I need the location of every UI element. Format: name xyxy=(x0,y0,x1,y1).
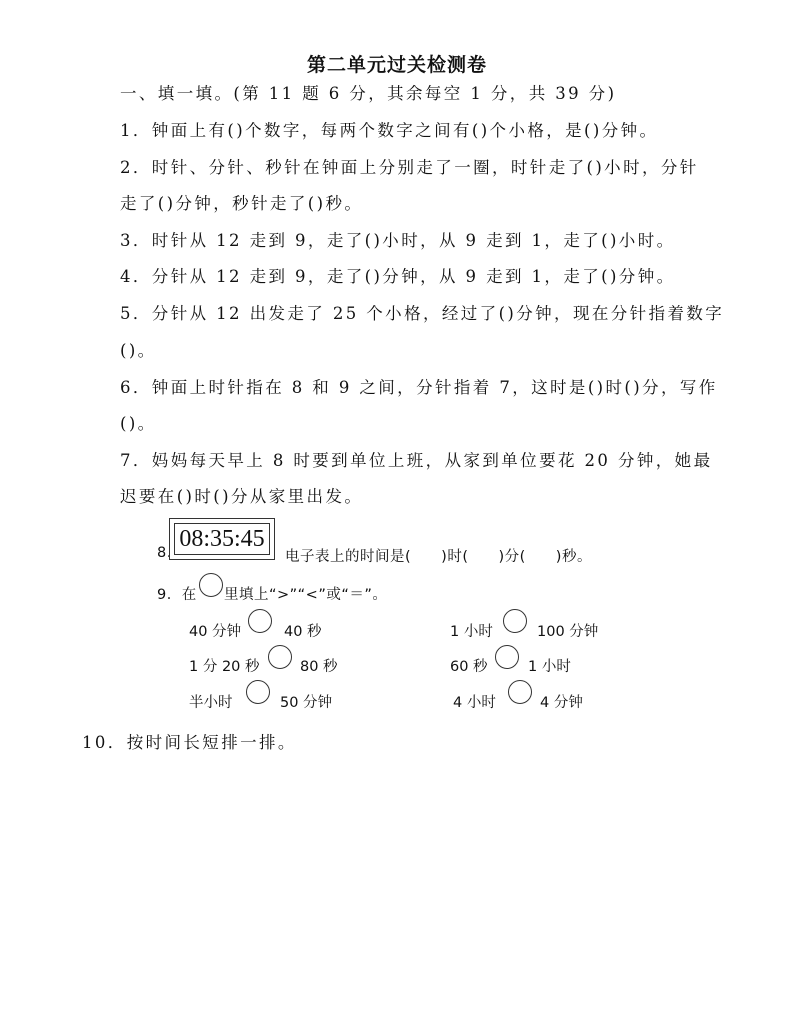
compare-left-a: 40 分钟 xyxy=(189,624,242,640)
compare-circle-icon[interactable] xyxy=(508,680,532,704)
digital-clock-display: 08:35:45 xyxy=(174,523,270,555)
question-1: 1．钟面上有()个数字，每两个数字之间有()个小格，是()分钟。 xyxy=(120,121,659,140)
page-title: 第二单元过关检测卷 xyxy=(306,54,487,76)
compare-circle-icon[interactable] xyxy=(495,645,519,669)
compare-left-a: 半小时 xyxy=(189,695,233,711)
compare-right-b: 1 小时 xyxy=(528,659,571,675)
question-3: 3．时针从 12 走到 9，走了()小时，从 9 走到 1，走了()小时。 xyxy=(120,231,676,250)
question-6-line-1: 6．钟面上时针指在 8 和 9 之间，分针指着 7，这时是()时()分，写作 xyxy=(120,378,718,397)
compare-circle-icon xyxy=(199,573,223,597)
question-4: 4．分针从 12 走到 9，走了()分钟，从 9 走到 1，走了()分钟。 xyxy=(120,267,676,286)
question-2-line-2: 走了()分钟，秒针走了()秒。 xyxy=(120,194,364,213)
compare-right-a: 60 秒 xyxy=(450,659,488,675)
question-8-text: 电子表上的时间是( )时( )分( )秒。 xyxy=(285,549,592,565)
question-7-line-2: 迟要在()时()分从家里出发。 xyxy=(120,487,364,506)
compare-circle-icon[interactable] xyxy=(246,680,270,704)
compare-left-a: 1 分 20 秒 xyxy=(189,659,260,675)
compare-right-b: 4 分钟 xyxy=(540,695,583,711)
question-5-line-1: 5．分针从 12 出发走了 25 个小格，经过了()分钟，现在分针指着数字 xyxy=(120,304,725,323)
question-8-number: 8. xyxy=(157,545,172,561)
compare-left-b: 80 秒 xyxy=(300,659,338,675)
compare-circle-icon[interactable] xyxy=(268,645,292,669)
compare-circle-icon[interactable] xyxy=(248,609,272,633)
digital-clock xyxy=(169,518,275,560)
question-6-line-2: ()。 xyxy=(120,414,157,433)
compare-right-a: 1 小时 xyxy=(450,624,493,640)
section-heading: 一、填一填。(第 11 题 6 分，其余每空 1 分，共 39 分) xyxy=(120,84,617,103)
compare-right-b: 100 分钟 xyxy=(537,624,599,640)
question-7-line-1: 7．妈妈每天早上 8 时要到单位上班，从家到单位要花 20 分钟，她最 xyxy=(120,451,713,470)
question-10: 10．按时间长短排一排。 xyxy=(82,733,297,752)
question-9-instruction: 里填上“>”“<”或“＝”。 xyxy=(224,587,388,603)
compare-circle-icon[interactable] xyxy=(503,609,527,633)
compare-right-a: 4 小时 xyxy=(453,695,496,711)
question-9-prefix: 9．在 xyxy=(157,587,197,603)
question-5-line-2: ()。 xyxy=(120,341,157,360)
question-2-line-1: 2．时针、分针、秒针在钟面上分别走了一圈，时针走了()小时，分针 xyxy=(120,158,699,177)
compare-left-b: 40 秒 xyxy=(284,624,322,640)
compare-left-b: 50 分钟 xyxy=(280,695,333,711)
